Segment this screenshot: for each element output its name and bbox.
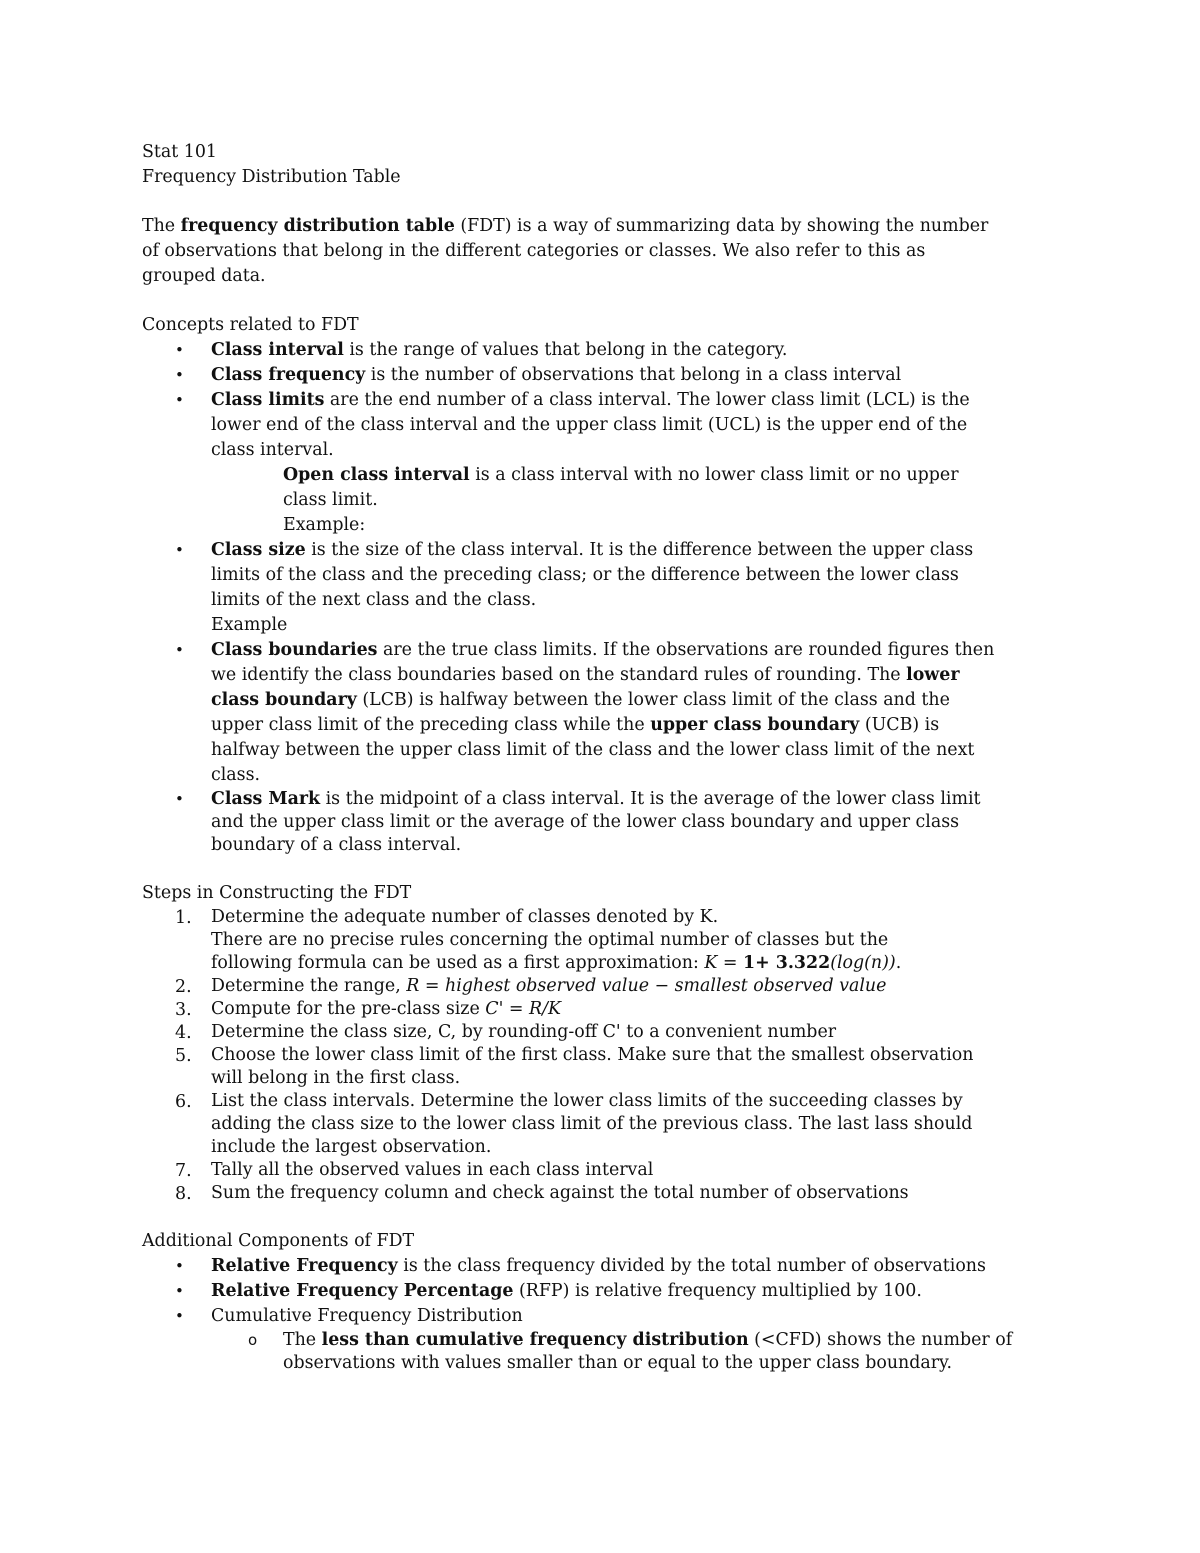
- term-rfp: Relative Frequency Percentage: [211, 1281, 514, 1301]
- definition-line: and the upper class limit or the average of the lower class boundary and upper class: [211, 812, 960, 832]
- step-number: 4.: [175, 1023, 192, 1043]
- definition-line: we identify the class boundaries based on the standard rules of rounding. The: [211, 665, 907, 685]
- intro-line-2: of observations that belong in the different categories or classes. We also refer to this as: [142, 241, 926, 261]
- definition-text: (RFP) is relative frequency multiplied by 100.: [513, 1281, 922, 1301]
- formula-number: 1+ 3.322: [743, 953, 831, 973]
- term-class-frequency: Class frequency: [211, 365, 366, 385]
- definition-line: class limit.: [283, 490, 378, 510]
- list-item-class-size: [142, 538, 1062, 638]
- step-number: 8.: [175, 1184, 192, 1204]
- formula-k: K: [704, 953, 718, 973]
- definition-text: is the range of values that belong in the category.: [343, 340, 788, 360]
- course-title: Stat 101: [142, 142, 217, 162]
- bullet-icon: •: [175, 366, 184, 384]
- definition-text: is a class interval with no lower class limit or no upper: [469, 465, 959, 485]
- term-class-boundaries: Class boundaries: [211, 640, 378, 660]
- definition-line: class.: [211, 765, 261, 785]
- definition-text: (<CFD) shows the number of: [748, 1330, 1013, 1350]
- bullet-icon: •: [175, 1257, 184, 1275]
- definition-text: are the true class limits. If the observations are rounded figures then: [377, 640, 995, 660]
- list-item-relative-frequency: [142, 1254, 1062, 1279]
- step-number: 1.: [175, 908, 192, 928]
- definition-text: is the size of the class interval. It is the difference between the upper class: [305, 540, 974, 560]
- formula-log: (log(n)): [830, 953, 896, 973]
- term-class-mark: Class Mark: [211, 789, 321, 809]
- example-label: Example: [211, 615, 288, 635]
- document-page: [142, 140, 1062, 1375]
- definition-line: upper class limit of the preceding class while the: [211, 715, 651, 735]
- definition-text: is the number of observations that belong in a class interval: [365, 365, 902, 385]
- term-class-size: Class size: [211, 540, 306, 560]
- step-text: Sum the frequency column and check against the total number of observations: [211, 1183, 909, 1203]
- step-number: 5.: [175, 1046, 192, 1066]
- open-class-interval-note: [142, 463, 1062, 538]
- definition-text: is the class frequency divided by the total number of observations: [397, 1256, 986, 1276]
- definition-line: limits of the next class and the class.: [211, 590, 537, 610]
- steps-list: [142, 906, 1062, 1205]
- term-open-class-interval: Open class interval: [283, 465, 470, 485]
- definition-line: (UCB) is: [859, 715, 940, 735]
- definition-text: are the end number of a class interval. The lower class limit (LCL) is the: [324, 390, 970, 410]
- step-text: Determine the range,: [211, 976, 407, 996]
- circle-bullet-icon: o: [248, 1331, 258, 1349]
- list-item-class-limits: [142, 388, 1062, 463]
- step-6: [142, 1090, 1062, 1159]
- step-number: 2.: [175, 977, 192, 997]
- term-lower: lower: [906, 665, 960, 685]
- term-relative-frequency: Relative Frequency: [211, 1256, 398, 1276]
- step-number: 6.: [175, 1092, 192, 1112]
- steps-heading: Steps in Constructing the FDT: [142, 883, 412, 903]
- step-text: Choose the lower class limit of the first class. Make sure that the smallest observation: [211, 1045, 974, 1065]
- bullet-icon: •: [175, 391, 184, 409]
- list-item-rfp: [142, 1279, 1062, 1304]
- definition-line: boundary of a class interval.: [211, 835, 462, 855]
- step-text: Compute for the pre-class size: [211, 999, 486, 1019]
- additional-heading: Additional Components of FDT: [142, 1231, 415, 1251]
- example-label: Example:: [283, 515, 366, 535]
- term-upper-class-boundary: upper class boundary: [650, 715, 860, 735]
- step-text: List the class intervals. Determine the lower class limits of the succeeding classes by: [211, 1091, 963, 1111]
- intro-paragraph: [142, 214, 1062, 289]
- step-8: [142, 1182, 1062, 1205]
- bullet-icon: •: [175, 541, 184, 559]
- bullet-icon: •: [175, 641, 184, 659]
- formula-range: R = highest observed value − smallest observed value: [406, 976, 887, 996]
- bullet-icon: •: [175, 341, 184, 359]
- intro-term: frequency distribution table: [180, 216, 455, 236]
- intro-line-3: grouped data.: [142, 266, 266, 286]
- definition-line: class interval.: [211, 440, 334, 460]
- definition-line: (LCB) is halfway between the lower class limit of the class and the: [356, 690, 950, 710]
- step-2: [142, 975, 1062, 998]
- definition-line: halfway between the upper class limit of the class and the lower class limit of the next: [211, 740, 975, 760]
- step-1: [142, 906, 1062, 975]
- definition-line: limits of the class and the preceding class; or the difference between the lower class: [211, 565, 959, 585]
- term-class-interval: Class interval: [211, 340, 344, 360]
- intro-line1-rest: (FDT) is a way of summarizing data by showing the number: [454, 216, 989, 236]
- step-text: will belong in the first class.: [211, 1068, 461, 1088]
- definition-text: Cumulative Frequency Distribution: [211, 1306, 523, 1326]
- list-item-class-frequency: [142, 363, 1062, 388]
- definition-line: observations with values smaller than or equal to the upper class boundary.: [283, 1353, 953, 1373]
- step-number: 3.: [175, 1000, 192, 1020]
- topic-title: Frequency Distribution Table: [142, 167, 401, 187]
- sub-item-less-than-cfd: [142, 1329, 1062, 1375]
- bullet-icon: •: [175, 1282, 184, 1300]
- step-4: [142, 1021, 1062, 1044]
- step-3: [142, 998, 1062, 1021]
- definition-line: lower end of the class interval and the upper class limit (UCL) is the upper end of the: [211, 415, 968, 435]
- step-text: include the largest observation.: [211, 1137, 492, 1157]
- step-number: 7.: [175, 1161, 192, 1181]
- term-class-boundary: class boundary: [211, 690, 357, 710]
- formula-equals: =: [717, 953, 744, 973]
- list-item-class-interval: [142, 338, 1062, 363]
- step-text: following formula can be used as a first approximation:: [211, 953, 705, 973]
- step-text: Determine the adequate number of classes denoted by K.: [211, 907, 719, 927]
- formula-pre-class-size: C' = R/K: [485, 999, 561, 1019]
- list-item-class-mark: [142, 788, 1062, 857]
- definition-text: is the midpoint of a class interval. It is the average of the lower class limit: [320, 789, 981, 809]
- bullet-icon: •: [175, 790, 184, 808]
- intro-line-1: [142, 214, 1062, 239]
- step-7: [142, 1159, 1062, 1182]
- term-less-than-cfd: less than cumulative frequency distribution: [321, 1330, 749, 1350]
- step-5: [142, 1044, 1062, 1090]
- list-item-class-boundaries: [142, 638, 1062, 788]
- step-text: Determine the class size, C, by rounding-off C' to a convenient number: [211, 1022, 837, 1042]
- list-item-cfd: [142, 1304, 1062, 1329]
- step-text: adding the class size to the lower class limit of the previous class. The last lass should: [211, 1114, 973, 1134]
- step-text: There are no precise rules concerning the optimal number of classes but the: [211, 930, 889, 950]
- bullet-icon: •: [175, 1307, 184, 1325]
- intro-pre: The: [142, 216, 181, 236]
- concepts-heading: Concepts related to FDT: [142, 315, 359, 335]
- term-class-limits: Class limits: [211, 390, 325, 410]
- step-text: Tally all the observed values in each class interval: [211, 1160, 654, 1180]
- definition-text: The: [283, 1330, 322, 1350]
- step-text-end: .: [895, 953, 902, 973]
